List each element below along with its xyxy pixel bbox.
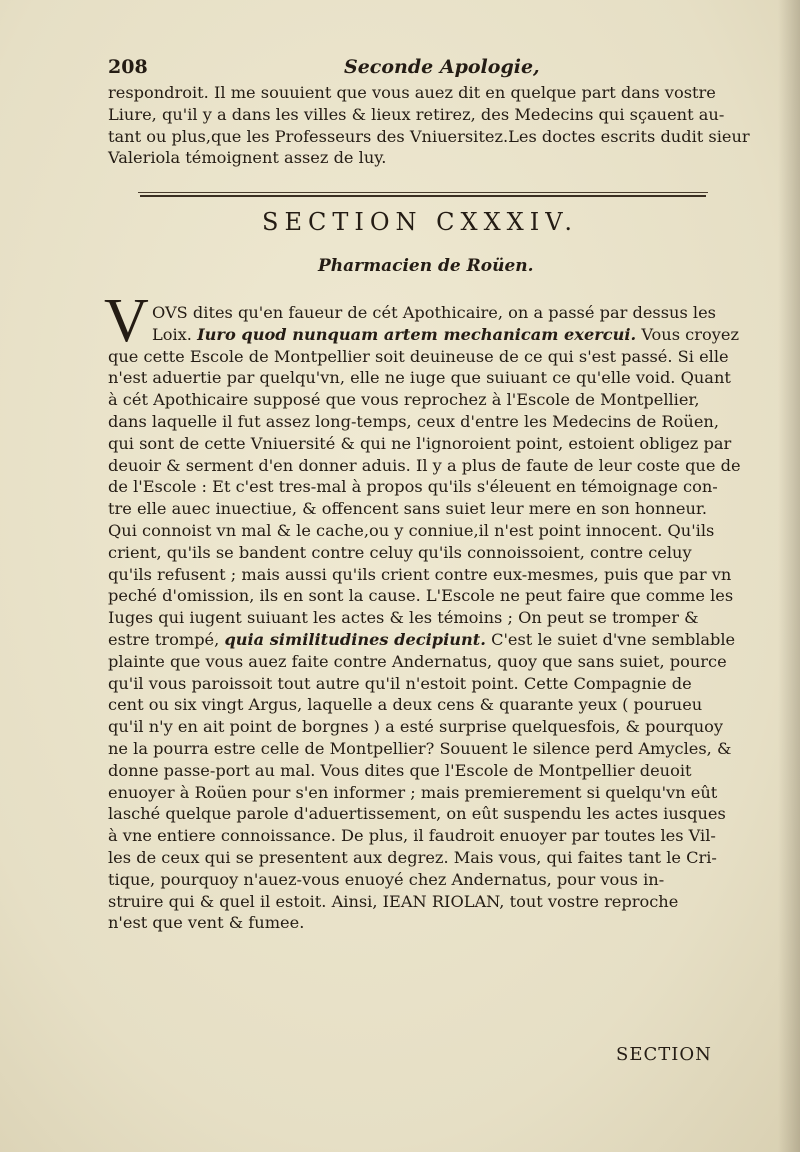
body-line: cent ou six vingt Argus, laquelle a deux cens & quarante yeux ( pourueu <box>108 695 703 715</box>
body-lines <box>108 651 730 934</box>
latin-quote: quia similitudines decipiunt. <box>224 629 486 649</box>
opening-paragraph <box>108 82 750 169</box>
body-line: qu'il vous paroissoit tout autre qu'il n'estoit point. Cette Compagnie de <box>108 673 692 693</box>
body-line: les de ceux qui se presentent aux degrez. Mais vous, qui faites tant le Cri- <box>108 847 717 867</box>
body-line: deuoir & serment d'en donner aduis. Il y a plus de faute de leur coste que de <box>108 455 741 475</box>
body-line: Liure, qu'il y a dans les villes & lieux retirez, des Medecins qui sçauent au- <box>108 104 725 124</box>
body-line: peché d'omission, ils en sont la cause. L'Escole ne peut faire que comme les <box>108 586 734 606</box>
body-line: à vne entiere connoissance. De plus, il faudroit enuoyer par toutes les Vil- <box>108 826 716 846</box>
body-line: ne la pourra estre celle de Montpellier? Souuent le silence perd Amycles, & <box>108 738 732 758</box>
body-line: qu'il n'y en ait point de borgnes ) a esté surprise quelquesfois, & pourquoy <box>108 717 724 737</box>
body-line: que cette Escole de Montpellier soit deuineuse de ce qui s'est passé. Si elle <box>108 346 729 366</box>
catchword: SECTION <box>616 1044 712 1065</box>
section-subtitle: Pharmacien de Roüen. <box>318 256 534 276</box>
running-head: Seconde Apologie, <box>344 56 540 78</box>
body-lines <box>108 346 741 629</box>
body-line: Iuges qui iugent suiuant les actes & les témoins ; On peut se tromper & <box>108 608 699 628</box>
section-divider-thin <box>138 192 708 193</box>
body-line: OVS dites qu'en faueur de cét Apothicaire, on a passé par dessus les <box>152 303 716 322</box>
body-line: plainte que vous auez faite contre Andernatus, quoy que sans suiet, pource <box>108 651 727 671</box>
body-line: qu'ils refusent ; mais aussi qu'ils crient contre eux-mesmes, puis que par vn <box>108 564 732 584</box>
body-line: donne passe-port au mal. Vous dites que l'Escole de Montpellier deuoit <box>108 760 692 780</box>
page-header <box>108 56 720 82</box>
body-line: n'est que vent & fumee. <box>108 913 305 933</box>
page-number: 208 <box>108 56 148 78</box>
body-line: tant ou plus,que les Professeurs des Vniuersitez.Les doctes escrits dudit sieur <box>108 126 750 146</box>
body-line: Valeriola témoignent assez de luy. <box>108 148 387 168</box>
body-line: estre trompé, quia similitudines decipiunt. C'est le suiet d'vne semblable <box>108 629 736 649</box>
body-line: lasché quelque parole d'aduertissement, on eût suspendu les actes iusques <box>108 804 726 824</box>
body-line: à cét Apothicaire supposé que vous reprochez à l'Escole de Montpellier, <box>108 390 700 410</box>
body-line: tre elle auec inuectiue, & offencent sans suiet leur mere en son honneur. <box>108 499 708 519</box>
body-line: crient, qu'ils se bandent contre celuy qu'ils connoissoient, contre celuy <box>108 542 692 562</box>
drop-cap: V <box>104 287 149 355</box>
section-body <box>108 302 741 934</box>
body-line: enuoyer à Roüen pour s'en informer ; mais premierement si quelqu'vn eût <box>108 782 718 802</box>
page-edge-shadow <box>778 0 800 1152</box>
body-line: respondroit. Il me souuient que vous auez dit en quelque part dans vostre <box>108 83 716 102</box>
section-title: SECTION CXXXIV. <box>262 208 578 236</box>
section-divider-thick <box>140 195 706 197</box>
latin-quote: Iuro quod nunquam artem mechanicam exercui. <box>197 324 637 344</box>
body-line: n'est aduertie par quelqu'vn, elle ne iuge que suiuant ce qu'elle void. Quant <box>108 368 731 388</box>
body-line: tique, pourquoy n'auez-vous enuoyé chez Andernatus, pour vous in- <box>108 869 665 889</box>
body-line: Loix. Iuro quod nunquam artem mechanicam exercui. Vous croyez <box>152 324 739 344</box>
body-line: dans laquelle il fut assez long-temps, ceux d'entre les Medecins de Roüen, <box>108 411 719 431</box>
body-line: struire qui & quel il estoit. Ainsi, IEAN RIOLAN, tout vostre reproche <box>108 891 679 911</box>
body-line: Qui connoist vn mal & le cache,ou y conniue,il n'est point innocent. Qu'ils <box>108 520 715 540</box>
body-line: qui sont de cette Vniuersité & qui ne l'ignoroient point, estoient obligez par <box>108 433 732 453</box>
body-line: de l'Escole : Et c'est tres-mal à propos qu'ils s'éleuent en témoignage con- <box>108 477 718 497</box>
